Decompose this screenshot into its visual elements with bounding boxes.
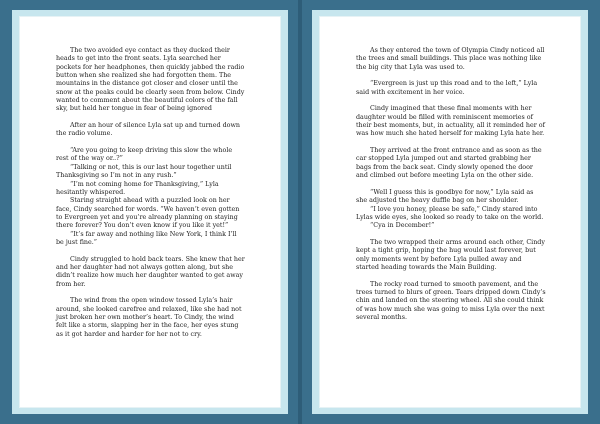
paragraph: As they entered the town of Olympia Cindy noticed all the trees and small buildings. This place was nothing like the big city that Lyla was used to. <box>356 47 545 71</box>
left-page-paper <box>20 17 280 407</box>
paragraph: Cindy imagined that these final moments with her daughter would be filled with reminiscent memories of their best moments, but, in actuality, all it reminded her of was how much she hated herself for making Lyla hate her. <box>356 105 545 138</box>
paragraph: The two avoided eye contact as they ducked their heads to get into the front seats. Lyla searched her pockets for her headphones, then quickly jabbed the radio button when she realized she had forgotten them. The mountains in the distance got closer and closer until the snow at the peaks could be clearly seen from below. Cindy wanted to comment about the beautiful colors of the fall sky, but held her tongue in fear of being ignored <box>56 47 245 113</box>
paragraph: After an hour of silence Lyla sat up and turned down the radio volume. <box>56 122 240 138</box>
book-spine <box>298 0 302 424</box>
right-page-paper <box>320 17 580 407</box>
paragraph: The two wrapped their arms around each other, Cindy kept a tight grip, hoping the hug would last forever, but only moments went by before Lyla pulled away and started heading towards the Main Building. <box>356 238 545 271</box>
paragraph: They arrived at the front entrance and as soon as the car stopped Lyla jumped out and started grabbing her bags from the back seat. Cindy slowly opened the door and climbed out before meeting Lyla on the other side. <box>356 147 542 180</box>
paragraph: “Cya in December!” <box>370 222 435 230</box>
left-page-text <box>56 47 246 339</box>
paragraph: Staring straight ahead with a puzzled look on her face, Cindy searched for words. “We haven’t even gotten to Evergreen yet and you’re already planning on staying there forever? You don’t even know if you like it yet!” <box>56 197 240 230</box>
paragraph: Cindy struggled to hold back tears. She knew that her and her daughter had not always gotten along, but she didn’t realize how much her daughter wanted to get away from her. <box>56 255 245 288</box>
paragraph: “Are you going to keep driving this slow the whole rest of the way or..?” <box>56 147 233 163</box>
paragraph: “I love you honey, please be safe,” Cindy stared into Lylas wide eyes, she looked so ready to take on the world. <box>356 205 544 221</box>
paragraph: “I’m not coming home for Thanksgiving,” Lyla hesitantly whispered. <box>56 180 219 196</box>
right-page <box>312 10 588 414</box>
left-page <box>12 10 288 414</box>
paragraph: The rocky road turned to smooth pavement, and the trees turned to blurs of green. Tears dripped down Cindy’s chin and landed on the steering wheel. All she could think of was how much she was going to miss Lyla over the next several months. <box>356 280 546 321</box>
paragraph: “It’s far away and nothing like New York, I think I’ll be just fine.” <box>56 230 237 246</box>
paragraph: “Talking or not, this is our last hour together until Thanksgiving so I’m not in any rush.” <box>56 163 232 180</box>
paragraph: “Evergreen is just up this road and to the left,” Lyla said with excitement in her voice. <box>356 80 538 96</box>
right-page-text <box>356 47 546 322</box>
paragraph: The wind from the open window tossed Lyla’s hair around, she looked carefree and relaxed, like she had not just broken her own mother’s heart. To Cindy, the wind felt like a storm, slapping her in the face, her eyes stung as it got harder and harder for her not to cry. <box>56 297 242 338</box>
paragraph: “Well I guess this is goodbye for now,” Lyla said as she adjusted the heavy duffle bag on her shoulder. <box>356 188 534 205</box>
